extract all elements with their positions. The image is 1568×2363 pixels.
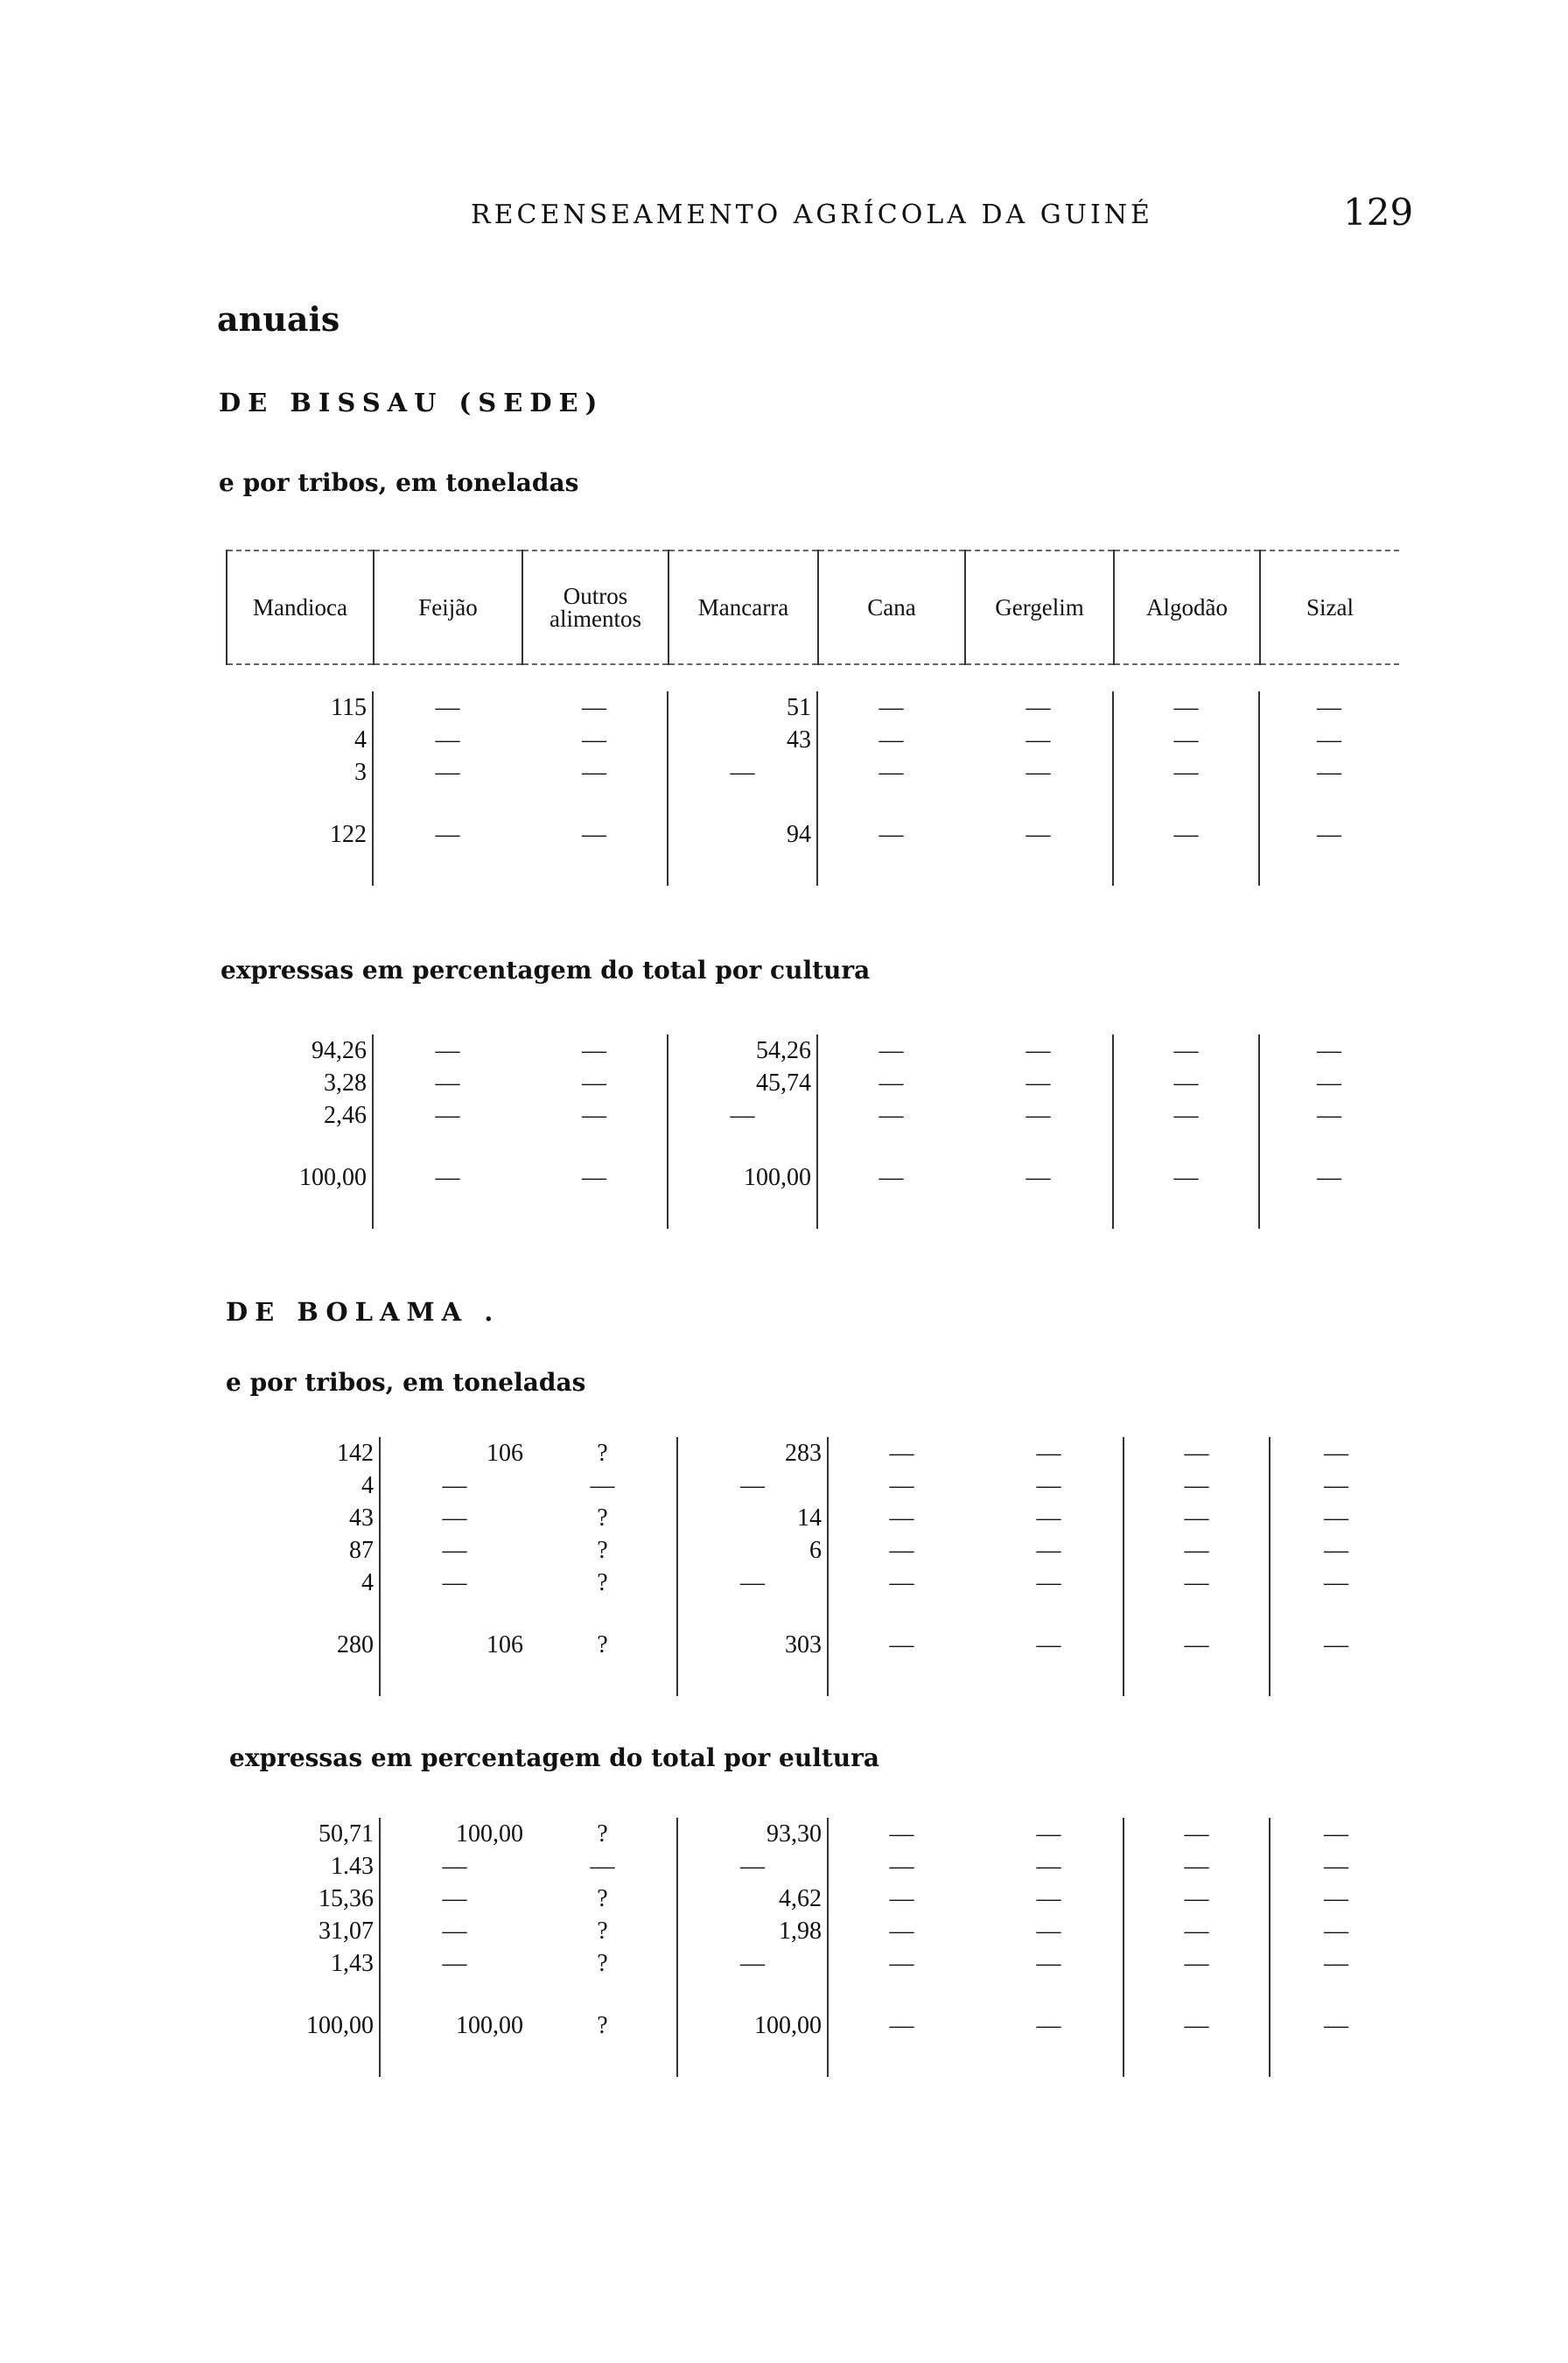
cell-outros: ? [528,1502,677,1534]
cell-cana: — [878,1037,904,1064]
cell-outros: — [522,818,668,851]
cell-mancarra: 43 [668,724,817,756]
cell-mancarra: — [668,756,817,789]
cell-algodao: — [1113,1067,1259,1099]
cell-mancarra: 51 [668,691,817,724]
rule-tail-row [229,2042,1402,2077]
cell-mancarra: — [677,1567,828,1599]
col-outros-alimentos: Outros alimentos [522,550,668,664]
cell-feijao: — [435,694,460,721]
cell-feijao: 106 [486,1631,523,1658]
cell-sizal: — [1324,1950,1348,1977]
cell-gergelim: — [975,1567,1124,1599]
cell-algodao: — [1124,2009,1270,2042]
cell-mancarra: 6 [677,1534,828,1567]
cell-outros: — [522,691,668,724]
cell-gergelim: — [964,1099,1113,1132]
total-row [229,2009,1402,2042]
cell-outros: ? [528,1437,677,1469]
cell-mancarra: 100,00 [668,1161,817,1194]
cell-mancarra: 4,62 [677,1883,828,1915]
cell-mancarra: 54,26 [668,1034,817,1067]
rule-tail-row [226,1194,1398,1229]
table-row [226,724,1398,756]
spacer-row [226,1132,1398,1161]
cell-mandioca: 43 [229,1502,380,1534]
cell-cana: — [889,1504,914,1532]
cell-sizal: — [1324,1820,1348,1848]
cell-cana: — [889,1885,914,1912]
cell-gergelim: — [975,1469,1124,1502]
cell-sizal: — [1317,1164,1341,1191]
cell-gergelim: — [975,1947,1124,1980]
cell-feijao: — [435,726,460,754]
cell-feijao: — [442,1569,467,1596]
table-row [226,1099,1398,1132]
caption-tons-bolama: e por tribos, em toneladas [226,1368,586,1397]
cell-sizal: — [1317,726,1341,754]
cell-cana: — [889,1918,914,1945]
cell-algodao: — [1113,724,1259,756]
table-row [229,1567,1402,1599]
cell-gergelim: — [975,1915,1124,1947]
cell-algodao: — [1124,1534,1270,1567]
cell-cana: — [889,1472,914,1499]
table-row [229,1469,1402,1502]
cell-mancarra: 93,30 [677,1818,828,1850]
col-feijao: Feijão [374,550,522,664]
cell-mandioca: 280 [229,1629,380,1661]
table-row [229,1818,1402,1850]
table-row [229,1437,1402,1469]
table-bolama-pct [229,1818,1402,2077]
cell-mancarra: 100,00 [677,2009,828,2042]
cell-sizal: — [1324,1440,1348,1467]
cell-mandioca: 31,07 [229,1915,380,1947]
cell-feijao: — [435,1164,460,1191]
cell-mandioca: 100,00 [229,2009,380,2042]
spacer-row [229,1599,1402,1629]
cell-cana: — [889,1820,914,1848]
cell-cana: — [878,726,904,754]
cell-cana: — [878,694,904,721]
cell-cana: — [889,1537,914,1564]
table-row [229,1850,1402,1883]
cell-algodao: — [1124,1567,1270,1599]
cell-algodao: — [1113,1099,1259,1132]
table-row [226,756,1398,789]
cell-feijao: — [442,1853,467,1880]
cell-sizal: — [1324,2012,1348,2039]
cell-feijao: — [442,1950,467,1977]
cell-mancarra: 283 [677,1437,828,1469]
cell-cana: — [878,821,904,848]
cell-outros: ? [528,1947,677,1980]
caption-pct-bissau: expressas em percentagem do total por cultura [220,956,871,985]
cell-mandioca: 1.43 [229,1850,380,1883]
cell-sizal: — [1317,759,1341,786]
cell-sizal: — [1317,1102,1341,1129]
cell-cana: — [878,1102,904,1129]
cell-mancarra: 1,98 [677,1915,828,1947]
cell-mandioca: 50,71 [229,1818,380,1850]
cell-sizal: — [1317,1037,1341,1064]
cell-gergelim: — [964,756,1113,789]
cell-mandioca: 122 [226,818,373,851]
cell-mancarra: — [677,1850,828,1883]
cell-mancarra: 14 [677,1502,828,1534]
table-row [226,1067,1398,1099]
col-gergelim: Gergelim [965,550,1114,664]
cell-feijao: — [435,759,460,786]
cell-mancarra: 45,74 [668,1067,817,1099]
table-row [229,1947,1402,1980]
cell-feijao: — [435,1102,460,1129]
cell-cana: — [889,1853,914,1880]
cell-gergelim: — [975,1437,1124,1469]
cell-sizal: — [1324,1569,1348,1596]
table-bolama-tons [229,1437,1402,1696]
cell-sizal: — [1324,1631,1348,1658]
cell-gergelim: — [975,1818,1124,1850]
cell-algodao: — [1124,1850,1270,1883]
table-row [229,1915,1402,1947]
cell-sizal: — [1317,694,1341,721]
total-row [226,818,1398,851]
cell-algodao: — [1124,1818,1270,1850]
cell-gergelim: — [964,691,1113,724]
cell-sizal: — [1324,1504,1348,1532]
cell-outros: — [528,1850,677,1883]
col-algodao: Algodão [1114,550,1260,664]
cell-feijao: — [435,821,460,848]
cell-outros: ? [528,1534,677,1567]
rule-tail-row [229,1661,1402,1696]
cell-mandioca: 94,26 [226,1034,373,1067]
col-sizal: Sizal [1306,594,1354,621]
cell-outros: ? [528,1915,677,1947]
cell-outros: — [522,1034,668,1067]
cell-gergelim: — [964,1067,1113,1099]
cell-algodao: — [1124,1883,1270,1915]
cell-mandioca: 1,43 [229,1947,380,1980]
cell-gergelim: — [964,724,1113,756]
cell-outros: — [522,756,668,789]
cell-gergelim: — [975,1502,1124,1534]
caption-tons-bissau: e por tribos, em toneladas [219,468,579,497]
cell-algodao: — [1113,756,1259,789]
cell-gergelim: — [975,1534,1124,1567]
cell-sizal: — [1317,1069,1341,1097]
cell-mancarra: 303 [677,1629,828,1661]
cell-mandioca: 4 [229,1469,380,1502]
cell-outros: — [522,1161,668,1194]
table-bissau-pct [226,1034,1398,1229]
cell-gergelim: — [964,818,1113,851]
cell-outros: ? [528,1818,677,1850]
spacer-row [229,1980,1402,2009]
cell-sizal: — [1324,1853,1348,1880]
cell-algodao: — [1113,1034,1259,1067]
rule-tail-row [226,851,1398,886]
cell-gergelim: — [975,2009,1124,2042]
cell-cana: — [889,2012,914,2039]
col-mandioca: Mandioca [227,550,374,664]
total-row [226,1161,1398,1194]
cell-gergelim: — [964,1034,1113,1067]
spacer-row [226,789,1398,818]
cell-cana: — [889,1950,914,1977]
column-header-row [226,550,1399,665]
table-row [229,1534,1402,1567]
cell-cana: — [889,1569,914,1596]
cell-feijao: 106 [486,1440,523,1467]
cell-mandioca: 115 [226,691,373,724]
cell-sizal: — [1317,821,1341,848]
cell-sizal: — [1324,1885,1348,1912]
cell-mancarra: — [668,1099,817,1132]
total-row [229,1629,1402,1661]
cell-algodao: — [1124,1915,1270,1947]
cell-feijao: — [435,1037,460,1064]
section-title-bolama: DE BOLAMA . [226,1297,500,1327]
cell-algodao: — [1124,1437,1270,1469]
table-row [226,1034,1398,1067]
table-row [229,1883,1402,1915]
cell-outros: — [522,1067,668,1099]
cell-mandioca: 87 [229,1534,380,1567]
title-fragment: anuais [217,299,340,339]
cell-sizal: — [1324,1918,1348,1945]
cell-outros: ? [528,1567,677,1599]
cell-outros: ? [528,1883,677,1915]
cell-cana: — [889,1631,914,1658]
section-title-bissau: DE BISSAU (SEDE) [219,388,605,417]
cell-algodao: — [1113,691,1259,724]
cell-outros: — [528,1469,677,1502]
cell-algodao: — [1124,1502,1270,1534]
table-row [226,691,1398,724]
cell-feijao: — [442,1918,467,1945]
cell-gergelim: — [964,1161,1113,1194]
table-row [229,1502,1402,1534]
table-bissau-tons [226,691,1398,886]
cell-mandioca: 4 [226,724,373,756]
cell-mancarra: 94 [668,818,817,851]
cell-algodao: — [1113,818,1259,851]
cell-sizal: — [1324,1537,1348,1564]
cell-mandioca: 4 [229,1567,380,1599]
cell-feijao: — [442,1472,467,1499]
cell-feijao: 100,00 [456,1820,523,1848]
cell-feijao: — [435,1069,460,1097]
cell-mandioca: 100,00 [226,1161,373,1194]
caption-pct-bolama: expressas em percentagem do total por eultura [229,1743,880,1772]
cell-cana: — [878,759,904,786]
cell-cana: — [889,1440,914,1467]
cell-mandioca: 142 [229,1437,380,1469]
cell-mandioca: 3,28 [226,1067,373,1099]
cell-cana: — [878,1069,904,1097]
cell-mancarra: — [677,1947,828,1980]
cell-algodao: — [1124,1469,1270,1502]
cell-gergelim: — [975,1850,1124,1883]
cell-feijao: 100,00 [456,2012,523,2039]
running-title: RECENSEAMENTO AGRÍCOLA DA GUINÉ [471,200,1153,230]
cell-outros: ? [528,1629,677,1661]
cell-gergelim: — [975,1883,1124,1915]
cell-feijao: — [442,1885,467,1912]
cell-mandioca: 3 [226,756,373,789]
cell-mandioca: 2,46 [226,1099,373,1132]
cell-algodao: — [1124,1947,1270,1980]
cell-algodao: — [1124,1629,1270,1661]
cell-outros: — [522,724,668,756]
cell-cana: — [878,1164,904,1191]
cell-feijao: — [442,1537,467,1564]
cell-mancarra: — [677,1469,828,1502]
col-mancarra: Mancarra [668,550,818,664]
cell-outros: ? [528,2009,677,2042]
cell-mandioca: 15,36 [229,1883,380,1915]
cell-sizal: — [1324,1472,1348,1499]
cell-algodao: — [1113,1161,1259,1194]
page-number: 129 [1343,191,1414,234]
cell-feijao: — [442,1504,467,1532]
cell-outros: — [522,1099,668,1132]
cell-gergelim: — [975,1629,1124,1661]
col-cana: Cana [818,550,965,664]
